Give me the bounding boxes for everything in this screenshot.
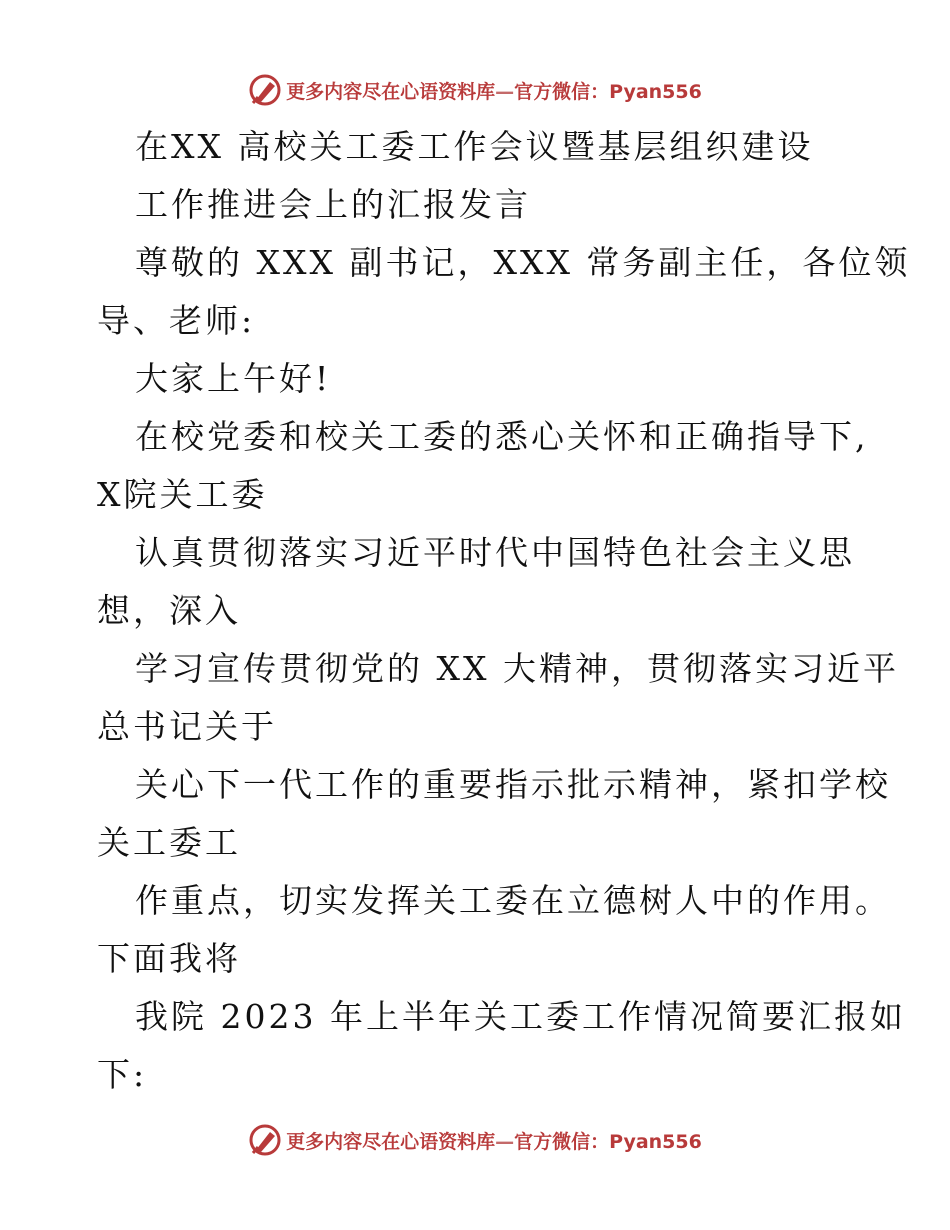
paragraph-line: 认真贯彻落实习近平时代中国特色社会主义思 bbox=[135, 533, 855, 572]
watermark-dash: — bbox=[495, 1130, 515, 1153]
paragraph-line: 在校党委和校关工委的悉心关怀和正确指导下, bbox=[135, 417, 869, 456]
paragraph-line: 想，深入 bbox=[97, 591, 241, 630]
watermark-text bbox=[286, 77, 702, 104]
greeting-line: 大家上午好! bbox=[135, 359, 332, 398]
paragraph-line: 学习宣传贯彻党的 XX 大精神，贯彻落实习近平 bbox=[135, 649, 899, 688]
watermark-banner-top bbox=[0, 70, 950, 110]
watermark-official: 官方微信： bbox=[514, 1130, 610, 1153]
watermark-main: 更多内容尽在心语资料库 bbox=[286, 80, 496, 103]
paragraph-line: 关工委工 bbox=[97, 823, 241, 862]
paragraph-line: 我院 2023 年上半年关工委工作情况简要汇报如 bbox=[135, 997, 906, 1036]
paragraph-line: 总书记关于 bbox=[97, 707, 277, 746]
pen-nib-logo-icon bbox=[248, 73, 282, 107]
title-line-1: 在XX 高校关工委工作会议暨基层组织建设 bbox=[135, 127, 814, 166]
watermark-account: Pyan556 bbox=[609, 80, 702, 103]
watermark-account: Pyan556 bbox=[609, 1130, 702, 1153]
document-body bbox=[97, 118, 911, 1104]
paragraph-line: 下: bbox=[97, 1055, 148, 1094]
watermark-official: 官方微信： bbox=[514, 80, 610, 103]
watermark-dash: — bbox=[495, 80, 515, 103]
paragraph-line: 下面我将 bbox=[97, 939, 241, 978]
paragraph-line: 作重点，切实发挥关工委在立德树人中的作用。 bbox=[135, 881, 891, 920]
title-line-2: 工作推进会上的汇报发言 bbox=[135, 185, 531, 224]
salutation-line-2: 导、老师: bbox=[97, 301, 256, 340]
pen-nib-logo-icon bbox=[248, 1123, 282, 1157]
salutation-line-1: 尊敬的 XXX 副书记，XXX 常务副主任，各位领 bbox=[135, 243, 911, 282]
watermark-banner-bottom bbox=[0, 1120, 950, 1160]
paragraph-line: 关心下一代工作的重要指示批示精神，紧扣学校 bbox=[135, 765, 891, 804]
watermark-main: 更多内容尽在心语资料库 bbox=[286, 1130, 496, 1153]
paragraph-line: X院关工委 bbox=[97, 475, 268, 514]
watermark-text bbox=[286, 1127, 702, 1154]
